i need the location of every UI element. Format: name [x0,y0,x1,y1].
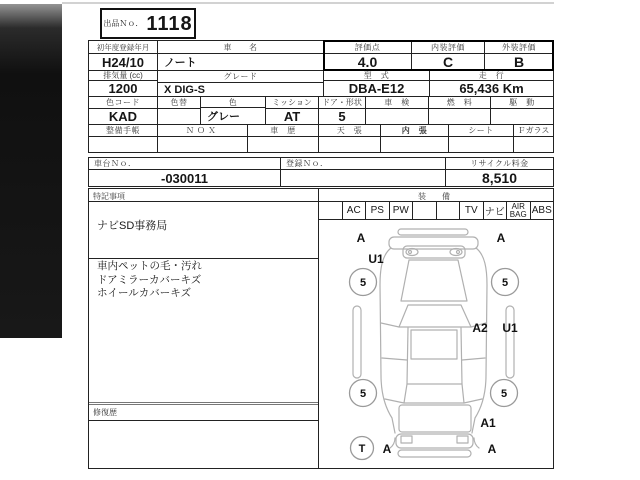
field-color-change [158,97,201,124]
car-headlight-left-bulb [409,251,412,254]
car-rear-window [404,384,464,403]
field-color [201,97,266,124]
color-change-value [158,109,200,124]
field-interior-grade [412,41,485,70]
chassis-no-value: -030011 [161,170,208,186]
color-value: グレー [207,111,240,123]
car-quarter-line [464,399,482,403]
equipment-diagram-panel [319,189,553,468]
mark-front-left-a: A [356,231,366,245]
car-cabin-left [407,328,408,384]
equipment-cell-tv: TV [460,202,484,219]
notes-list [89,259,318,405]
note-item: ドアミラーカバーキズ [97,273,202,286]
transmission-label: ミッション [266,97,318,109]
model-code-label: 型 式 [324,71,429,81]
equipment-cell-empty [319,202,343,219]
fuel-value [429,109,490,124]
seat-value [449,137,513,152]
field-door-trim [381,125,449,152]
first-registration-label: 初年度登録年月 [89,41,157,54]
car-top-view-diagram [323,227,554,469]
exterior-grade-label: 外装評価 [485,41,553,54]
mark-side-right-u1: U1 [502,321,518,335]
color-code-value: KAD [108,109,138,124]
field-grade [158,71,324,96]
photo-edge-line [62,2,554,4]
door-trim-label: 内 張 [381,125,448,137]
grade-label: グレード [158,71,323,83]
auction-number-value: 1118 [146,12,193,35]
field-seat [449,125,514,152]
field-registration-no [281,158,446,186]
mark-tire-t: T [358,443,366,455]
color-change-label: 色替 [158,97,200,109]
equipment-cell-pw: PW [390,202,414,219]
car-door-line [382,358,407,360]
evaluation-box [324,41,553,70]
car-rear-bottom-strip [398,450,471,457]
door-trim-value [381,137,448,152]
mark-wheel-front-left-5: 5 [359,277,367,289]
grade-value: X DIG-S [164,83,205,96]
chassis-no-label: 車台Ｎｏ． [89,158,280,170]
nox-value [158,137,247,152]
car-rear-light-left [401,436,412,443]
registration-no-label: 登録Ｎｏ． [281,158,445,170]
car-tailgate [399,405,471,432]
headliner-value [319,137,380,152]
recycle-fee-value: 8,510 [481,170,518,186]
displacement-value: 1200 [108,81,138,96]
equipment-cell-ac: AC [343,202,367,219]
doors-value: 5 [338,109,346,124]
inspection-value [366,109,428,124]
color-code-label: 色コード [89,97,157,109]
note-item: ホイールカバーキズ [97,287,192,299]
car-cabin-floor [411,330,457,359]
front-glass-value [514,137,553,152]
equipment-cell-empty [437,202,461,219]
mark-front-right-a: A [496,231,506,245]
fuel-label: 燃 料 [429,97,490,109]
recycle-fee-label: リサイクル料金 [446,158,553,170]
service-book-label: 整備手帳 [89,125,157,137]
field-mileage [430,71,553,96]
registration-no-value [281,170,445,186]
first-registration-value: H24/10 [102,54,144,70]
field-headliner [319,125,381,152]
equipment-cell-airbag: AIR BAG [507,202,531,219]
field-doors [319,97,366,124]
field-color-code [89,97,158,124]
color-label: 色 [201,97,265,108]
interior-grade-label: 内装評価 [412,41,484,54]
notes-office: ナビSD事務局 [89,202,318,259]
displacement-label: 排気量 (cc) [89,71,157,81]
car-front-top-strip [398,229,468,235]
equipment-cell-abs: ABS [531,205,552,216]
auction-number-label: 出品Ｎｏ． [103,19,144,28]
note-item: 車内ペットの毛・汚れ [97,260,202,272]
score-value: 4.0 [357,54,378,70]
mark-wheel-front-right-5: 5 [501,277,509,289]
field-fuel [429,97,491,124]
equipment-cell-ps: PS [366,202,390,219]
notes-diagram-block [88,188,554,469]
headliner-label: 天 張 [319,125,380,137]
drive-label: 駆 動 [491,97,553,109]
doors-label: ドア・形状 [319,97,365,109]
mark-front-fender-u1: U1 [368,252,384,266]
mark-rear-right-a1: A1 [480,416,496,430]
auction-number-box [100,8,196,39]
mark-rear-left-a: A [382,442,392,456]
spec-table [88,40,554,153]
field-first-registration [89,41,158,70]
car-body-right [472,248,487,433]
field-car-name [158,41,324,70]
field-exterior-grade [485,41,553,70]
car-grille-bar [403,246,465,258]
field-score [324,41,412,70]
car-pillar-line [381,323,399,327]
equipment-label: 装 備 [319,189,553,202]
seat-label: シート [449,125,513,137]
score-label: 評価点 [324,41,411,54]
field-front-glass [514,125,553,152]
photo-dark-band [0,4,62,338]
car-history-label: 車 歴 [248,125,318,137]
car-side-sill-right [506,306,514,378]
field-displacement [89,71,158,96]
service-book-value [89,137,157,152]
car-body-left [380,248,395,433]
car-name-value: ノート [164,57,197,69]
mileage-value: 65,436 Km [459,81,524,96]
transmission-value: AT [283,109,301,124]
field-recycle-fee [446,158,553,186]
model-code-value: DBA-E12 [348,81,405,96]
notes-label: 特記事項 [89,189,318,202]
equipment-row [319,202,553,220]
chassis-table [88,157,554,187]
car-name-label: 車 名 [158,41,323,54]
mark-wheel-rear-right-5: 5 [500,388,508,400]
car-bumper-flare-right [474,438,479,448]
mark-wheel-rear-left-5: 5 [359,388,367,400]
front-glass-label: Ｆガラス [514,125,553,137]
drive-value [491,109,553,124]
car-door-line [462,358,485,360]
field-model-code [324,71,430,96]
mark-rear-right-a: A [487,442,497,456]
field-service-book [89,125,158,152]
car-hood [401,260,467,301]
exterior-grade-value: B [513,54,525,70]
mileage-label: 走 行 [430,71,553,81]
field-nox [158,125,248,152]
field-chassis-no [89,158,281,186]
nox-label: ＮＯＸ [158,125,247,137]
equipment-cell-navi: ナビ [484,202,508,219]
equipment-cell-empty [413,202,437,219]
car-cabin-right [461,328,462,384]
notes-panel [89,189,319,468]
field-car-history [248,125,319,152]
car-rear-light-right [457,436,468,443]
repair-history-label: 修復歴 [89,405,318,421]
car-quarter-line [385,399,404,403]
car-history-value [248,137,318,152]
mark-side-right-a2: A2 [472,321,488,335]
field-drive [491,97,553,124]
car-diagram-area [319,220,553,468]
field-transmission [266,97,319,124]
inspection-label: 車 検 [366,97,428,109]
repair-history-value [89,421,318,468]
car-side-sill-left [353,306,361,378]
car-headlight-right-bulb [457,251,460,254]
interior-grade-value: C [442,54,454,70]
car-windshield [399,305,471,327]
field-inspection [366,97,429,124]
